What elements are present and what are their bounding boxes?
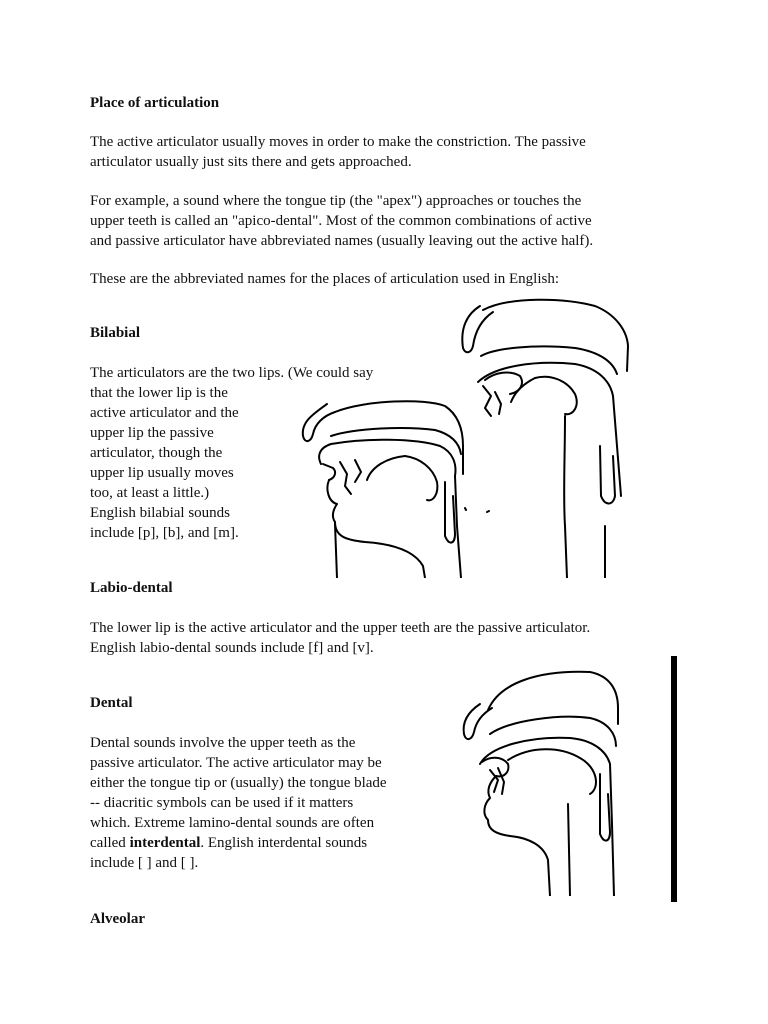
- dental-head-diagram: [460, 664, 630, 896]
- alveolar-heading: Alveolar: [90, 911, 145, 927]
- bilabial-text: The articulators are the two lips. (We could say that the lower lip is the active articulator and the upper lip the passive articulator, though the upper lip usually moves too, at least a little.) English bilabial sounds include [p], [b], and [m].: [90, 365, 374, 541]
- intro-paragraph-1: The active articulator usually moves in order to make the constriction. The passive articulator usually just sits there and gets approached.: [90, 134, 586, 170]
- intro-paragraph-3: These are the abbreviated names for the places of articulation used in English:: [90, 271, 559, 287]
- bilabial-head-diagrams: [295, 296, 635, 578]
- dental-text-part-2: . English interdental sounds include [ ] and [ ].: [90, 835, 368, 871]
- dental-text: [90, 733, 387, 873]
- dental-text-part-1: Dental sounds involve the upper teeth as the passive articulator. The active articulator may be either the tongue tip or (usually) the tongue blade -- diacritic symbols can be used if it matters which. Extreme lamino-dental sounds are often called: [90, 735, 387, 851]
- bilabial-head-front: [303, 401, 466, 578]
- bilabial-head-back: [462, 300, 628, 578]
- page-title: Place of articulation: [90, 95, 220, 111]
- vertical-rule: [671, 656, 677, 902]
- interdental-term: interdental: [129, 835, 201, 851]
- intro-paragraph-2: For example, a sound where the tongue tip (the "apex") approaches or touches the upper teeth is called an "apico-dental". Most of the common combinations of active and passive articulator have abbreviated names (usually leaving out the active half).: [90, 193, 594, 249]
- labiodental-heading: Labio-dental: [90, 580, 173, 596]
- labiodental-text: The lower lip is the active articulator and the upper teeth are the passive articulator. English labio-dental sounds include [f] and [v].: [90, 620, 591, 656]
- bilabial-heading: Bilabial: [90, 325, 141, 341]
- dental-heading: Dental: [90, 695, 133, 711]
